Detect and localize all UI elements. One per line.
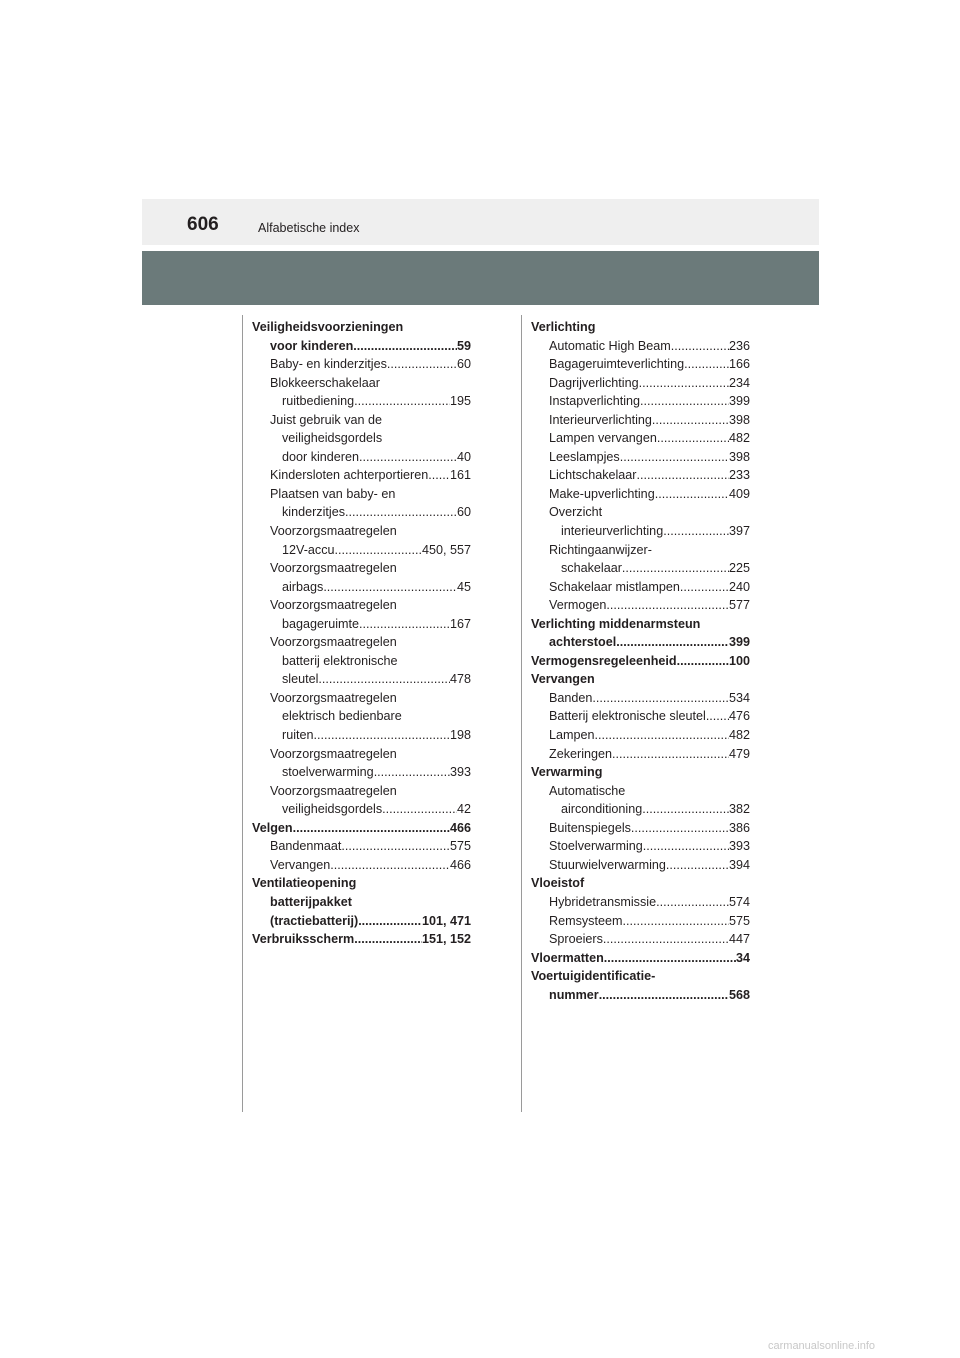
index-entry-page: 166	[728, 357, 750, 372]
dot-leader	[671, 337, 729, 356]
index-entry-label: Vervangen	[270, 857, 331, 872]
dot-leader	[680, 578, 729, 597]
index-entry-page: 577	[728, 598, 750, 613]
index-entry-label: achterstoel	[549, 635, 617, 650]
index-entry	[252, 912, 471, 931]
index-entry	[531, 726, 750, 745]
dot-leader	[622, 912, 729, 931]
index-entry	[531, 429, 750, 448]
index-entry-page: 409	[728, 486, 750, 501]
index-entry-page: 398	[728, 412, 750, 427]
index-entry-page: 60	[456, 357, 471, 372]
index-heading: Vervangen	[531, 672, 595, 687]
index-entry-label: Sproeiers	[549, 932, 603, 947]
index-heading: Vloeistof	[531, 876, 585, 891]
index-entry-label: bagageruimte	[282, 616, 360, 631]
index-heading: Voorzorgsmaatregelen	[270, 561, 397, 576]
header-dark-band	[142, 251, 819, 305]
index-entry	[531, 949, 750, 968]
dot-leader	[599, 986, 729, 1005]
dot-leader	[637, 466, 729, 485]
index-entry	[252, 930, 471, 949]
index-entry-page: 101, 471	[421, 913, 471, 928]
index-entry-label: Banden	[549, 690, 593, 705]
index-entry-label: kinderzitjes	[282, 505, 345, 520]
index-entry	[252, 448, 471, 467]
index-entry-label: Schakelaar mistlampen	[549, 579, 680, 594]
index-entry	[252, 355, 471, 374]
index-entry	[531, 986, 750, 1005]
index-entry-page: 476	[728, 709, 750, 724]
index-entry	[531, 652, 750, 671]
dot-leader	[639, 374, 729, 393]
dot-leader	[314, 726, 450, 745]
dot-leader	[666, 856, 729, 875]
dot-leader	[706, 707, 729, 726]
index-entry-label: Bandenmaat	[270, 839, 342, 854]
dot-leader	[603, 930, 729, 949]
index-heading: Voorzorgsmaatregelen	[270, 690, 397, 705]
index-heading: veiligheidsgordels	[282, 431, 383, 446]
index-entry-page: 42	[456, 802, 471, 817]
index-heading: Automatische	[549, 783, 626, 798]
index-entry-page: 575	[449, 839, 471, 854]
index-entry-page: 240	[728, 579, 750, 594]
dot-leader	[642, 800, 729, 819]
index-heading: batterijpakket	[270, 894, 352, 909]
index-entry	[531, 633, 750, 652]
index-entry	[531, 707, 750, 726]
index-entry-label: veiligheidsgordels	[282, 802, 383, 817]
index-heading: Juist gebruik van de	[270, 412, 383, 427]
index-entry-label: Instapverlichting	[549, 394, 641, 409]
index-column-left	[252, 318, 471, 949]
dot-leader	[330, 856, 450, 875]
index-entry-label: Lampen vervangen	[549, 431, 657, 446]
dot-leader	[643, 837, 729, 856]
index-heading: Veiligheidsvoorzieningen	[252, 320, 404, 334]
index-heading: Voorzorgsmaatregelen	[270, 783, 397, 798]
left-column-rule	[242, 315, 243, 1112]
index-entry-label: airbags	[282, 579, 324, 594]
index-entry	[252, 337, 471, 356]
index-entry-page: 482	[728, 431, 750, 446]
index-entry-page: 234	[728, 375, 750, 390]
dot-leader	[359, 615, 450, 634]
index-entry-label: Stoelverwarming	[549, 839, 643, 854]
index-entry-label: Dagrijverlichting	[549, 375, 639, 390]
index-entry-label: Remsysteem	[549, 913, 623, 928]
index-entry-page: 568	[728, 987, 750, 1002]
watermark: carmanualsonline.info	[768, 1340, 876, 1352]
index-entry-page: 478	[449, 672, 471, 687]
index-entry-label: Lichtschakelaar	[549, 468, 637, 483]
dot-leader	[345, 503, 457, 522]
index-entry	[531, 912, 750, 931]
index-heading: Voorzorgsmaatregelen	[270, 598, 397, 613]
index-entry-page: 482	[728, 728, 750, 743]
dot-leader	[354, 930, 422, 949]
dot-leader	[318, 670, 450, 689]
dot-leader	[616, 633, 729, 652]
dot-leader	[341, 837, 450, 856]
index-entry-page: 394	[728, 857, 750, 872]
dot-leader	[677, 652, 729, 671]
index-entry	[252, 726, 471, 745]
dot-leader	[657, 429, 729, 448]
index-entry-label: ruitbediening	[282, 394, 355, 409]
index-entry	[252, 615, 471, 634]
index-entry-label: Batterij elektronische sleutel	[549, 709, 706, 724]
dot-leader	[592, 689, 729, 708]
index-heading: Plaatsen van baby- en	[270, 486, 396, 501]
index-entry	[531, 522, 750, 541]
index-entry	[531, 355, 750, 374]
index-entry	[252, 800, 471, 819]
index-entry-page: 59	[456, 338, 471, 353]
index-entry-page: 167	[449, 616, 471, 631]
index-entry-label: Vermogen	[549, 598, 607, 613]
index-entry-label: (tractiebatterij)	[270, 913, 359, 928]
section-title: Alfabetische index	[258, 221, 360, 235]
index-entry	[531, 411, 750, 430]
index-entry	[531, 689, 750, 708]
dot-leader	[640, 392, 729, 411]
index-entry-page: 151, 152	[421, 932, 471, 947]
dot-leader	[387, 355, 457, 374]
index-entry	[531, 559, 750, 578]
header-band	[142, 199, 819, 245]
index-entry	[531, 837, 750, 856]
index-entry-page: 479	[728, 746, 750, 761]
index-entry-page: 399	[728, 635, 750, 650]
index-entry	[252, 466, 471, 485]
index-heading: Ventilatieopening	[252, 876, 357, 891]
index-entry-label: Stuurwielverwarming	[549, 857, 666, 872]
index-heading: Verwarming	[531, 765, 603, 780]
index-entry-page: 236	[728, 338, 750, 353]
dot-leader	[663, 522, 729, 541]
index-entry-label: 12V-accu	[282, 542, 335, 557]
index-entry-page: 398	[728, 449, 750, 464]
index-entry	[252, 578, 471, 597]
index-entry-page: 466	[449, 820, 471, 835]
index-entry	[531, 893, 750, 912]
dot-leader	[382, 800, 457, 819]
dot-leader	[631, 819, 729, 838]
dot-leader	[323, 578, 457, 597]
index-entry-label: Vermogensregeleenheid	[531, 653, 677, 668]
index-entry	[531, 745, 750, 764]
dot-leader	[359, 448, 457, 467]
index-entry	[531, 930, 750, 949]
index-entry	[531, 448, 750, 467]
index-entry-page: 393	[449, 765, 471, 780]
index-heading: Voorzorgsmaatregelen	[270, 746, 397, 761]
index-entry-label: Baby- en kinderzitjes	[270, 357, 387, 372]
dot-leader	[293, 819, 450, 838]
index-entry-label: Zekeringen	[549, 746, 613, 761]
index-entry-page: 40	[456, 449, 471, 464]
index-entry-page: 382	[728, 802, 750, 817]
index-entry-page: 225	[728, 561, 750, 576]
index-entry-label: Kindersloten achterportieren	[270, 468, 429, 483]
index-entry	[531, 596, 750, 615]
index-entry-label: Bagageruimteverlichting	[549, 357, 685, 372]
index-heading: Verlichting middenarmsteun	[531, 616, 701, 631]
dot-leader	[612, 745, 729, 764]
index-entry	[531, 578, 750, 597]
index-entry-label: Automatic High Beam	[549, 338, 671, 353]
dot-leader	[606, 596, 729, 615]
index-heading: Voorzorgsmaatregelen	[270, 524, 397, 539]
index-entry	[252, 837, 471, 856]
index-column-right	[531, 318, 750, 1004]
index-entry-label: schakelaar	[561, 561, 622, 576]
index-entry-label: interieurverlichting	[561, 524, 664, 539]
index-entry-page: 393	[728, 839, 750, 854]
index-entry-label: Leeslampjes	[549, 449, 620, 464]
index-entry	[531, 337, 750, 356]
index-entry	[252, 763, 471, 782]
index-entry	[252, 670, 471, 689]
index-entry-label: Hybridetransmissie	[549, 894, 657, 909]
index-heading: Overzicht	[549, 505, 603, 520]
index-entry-page: 161	[449, 468, 471, 483]
index-entry	[252, 541, 471, 560]
index-entry-label: Lampen	[549, 728, 595, 743]
index-entry-label: door kinderen	[282, 449, 360, 464]
index-entry-page: 575	[728, 913, 750, 928]
index-entry	[531, 485, 750, 504]
dot-leader	[655, 485, 729, 504]
dot-leader	[335, 541, 422, 560]
index-entry-label: airconditioning	[561, 802, 643, 817]
index-entry-page: 450, 557	[421, 542, 471, 557]
page-number: 606	[187, 214, 219, 235]
dot-leader	[353, 337, 457, 356]
index-entry-page: 60	[456, 505, 471, 520]
index-entry-page: 466	[449, 857, 471, 872]
index-heading: Verlichting	[531, 320, 596, 334]
dot-leader	[684, 355, 729, 374]
index-entry-page: 45	[456, 579, 471, 594]
index-entry-page: 399	[728, 394, 750, 409]
index-entry-page: 233	[728, 468, 750, 483]
dot-leader	[652, 411, 729, 430]
index-heading: Voertuigidentificatie-	[531, 969, 656, 984]
index-heading: Blokkeerschakelaar	[270, 375, 380, 390]
index-entry-label: stoelverwarming	[282, 765, 374, 780]
index-entry-label: Make-upverlichting	[549, 486, 655, 501]
dot-leader	[595, 726, 729, 745]
dot-leader	[620, 448, 729, 467]
index-entry-page: 34	[735, 950, 750, 965]
index-entry-page: 447	[728, 932, 750, 947]
index-entry	[531, 800, 750, 819]
dot-leader	[604, 949, 736, 968]
right-column-rule	[521, 315, 522, 1112]
index-entry-page: 100	[728, 653, 750, 668]
index-entry-page: 195	[449, 394, 471, 409]
dot-leader	[656, 893, 729, 912]
index-entry	[531, 466, 750, 485]
index-entry-page: 574	[728, 894, 750, 909]
index-entry	[531, 374, 750, 393]
index-entry	[531, 819, 750, 838]
index-entry-label: Velgen	[252, 820, 293, 835]
dot-leader	[428, 466, 450, 485]
dot-leader	[622, 559, 729, 578]
index-entry	[252, 819, 471, 838]
index-entry-label: Verbruiksscherm	[252, 932, 355, 947]
index-entry-label: sleutel	[282, 672, 319, 687]
dot-leader	[358, 912, 422, 931]
index-heading: batterij elektronische	[282, 653, 398, 668]
index-entry-page: 534	[728, 690, 750, 705]
index-entry-page: 198	[449, 728, 471, 743]
index-heading: Richtingaanwijzer-	[549, 542, 652, 557]
index-entry-label: Buitenspiegels	[549, 820, 631, 835]
index-entry	[252, 392, 471, 411]
index-entry-page: 397	[728, 524, 750, 539]
index-entry-label: Vloermatten	[531, 950, 604, 965]
index-entry	[531, 856, 750, 875]
index-entry	[531, 392, 750, 411]
index-heading: elektrisch bedienbare	[282, 709, 402, 724]
index-entry-label: Interieurverlichting	[549, 412, 652, 427]
dot-leader	[374, 763, 450, 782]
index-entry-label: ruiten	[282, 728, 314, 743]
index-entry-label: nummer	[549, 987, 599, 1002]
index-entry	[252, 856, 471, 875]
index-entry-page: 386	[728, 820, 750, 835]
index-entry	[252, 503, 471, 522]
index-heading: Voorzorgsmaatregelen	[270, 635, 397, 650]
dot-leader	[354, 392, 450, 411]
index-entry-label: voor kinderen	[270, 338, 354, 353]
